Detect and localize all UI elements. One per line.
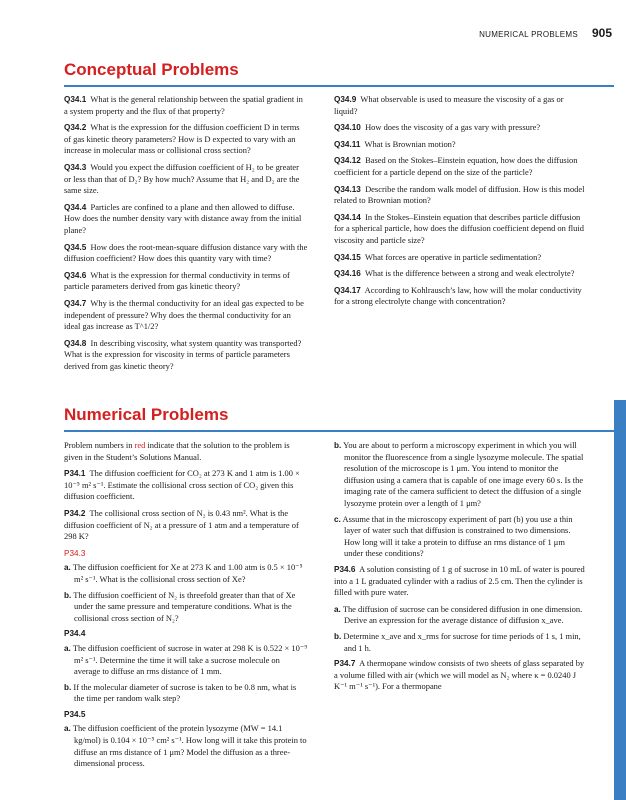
question: Q34.12 Based on the Stokes–Einstein equation, how does the diffusion coefficient for a particle depend on the size of the particle? [334,155,578,177]
section-rule [64,430,614,432]
question: Q34.5 How does the root-mean-square diffusion distance vary with the diffusion coefficient? How does this quantity vary with time? [64,241,308,264]
conceptual-left-column [64,94,308,377]
problem-part: b. Determine x_ave and x_rms for sucrose for time periods of 1 s, 1 min, and 1 h. [334,630,581,653]
problem-part: b. The diffusion coefficient of N₂ is threefold greater than that of Xe under the same pressure and temperature conditions. What is the collisional cross section of N₂? [64,589,296,623]
page-number: 905 [591,26,612,40]
intro-note: Problem numbers in red indicate that the solution to the problem is given in the Student’s Solutions Manual. [64,440,290,462]
conceptual-right-column [334,94,586,313]
question: Q34.2 What is the expression for the diffusion coefficient D in terms of gas kinetic theory parameters? How is D expected to vary with an increase in molecular mass or collisional cross section? [64,122,300,156]
problem-number: P34.3 [64,548,86,558]
problem-number: P34.5 [64,709,86,719]
question: Q34.15 What forces are operative in particle sedimentation? [334,251,542,262]
problem-part: a. The diffusion of sucrose can be considered diffusion in one dimension. Derive an expression for the average distance of diffusion x_ave. [334,603,583,626]
question: Q34.6 What is the expression for thermal conductivity in terms of particle parameters derived from gas kinetic theory? [64,269,290,292]
problem: P34.1 The diffusion coefficient for CO₂ at 273 K and 1 atm is 1.00 × 10⁻⁵ m² s⁻¹. Estimate the collisional cross section of CO₂ given this diffusion coefficient. [64,468,300,502]
question: Q34.9 What observable is used to measure the viscosity of a gas or liquid? [334,94,564,116]
conceptual-problems-heading: Conceptual Problems [64,60,239,79]
question: Q34.7 Why is the thermal conductivity for an ideal gas expected to be independent of pressure? Why does the thermal conductivity for an ideal gas increase as T^1/2? [64,297,304,332]
problem-part: b. If the molecular diameter of sucrose is taken to be 0.8 nm, what is the time per random walk step? [64,681,297,704]
running-header [479,26,612,40]
header-title: NUMERICAL PROBLEMS [479,30,578,39]
question: Q34.4 Particles are confined to a plane and then allowed to diffuse. How does the number density vary with distance away from the initial plane? [64,201,302,235]
section-rule [64,85,614,87]
question: Q34.13 Describe the random walk model of diffusion. How is this model related to Brownian motion? [334,183,585,206]
problem-part: a. The diffusion coefficient for Xe at 273 K and 1.00 atm is 0.5 × 10⁻⁵ m² s⁻¹. What is the collisional cross section of Xe? [64,562,303,584]
question: Q34.16 What is the difference between a strong and weak electrolyte? [334,268,575,279]
question: Q34.1 What is the general relationship between the spatial gradient in a system property and the flux of that property? [64,94,303,116]
problem: P34.6 A solution consisting of 1 g of sucrose in 10 mL of water is poured into a 1 L graduated cylinder with a radius of 2.5 cm. Then the cylinder is filled with pure water. [334,563,585,598]
problem-part: a. The diffusion coefficient of sucrose in water at 298 K is 0.522 × 10⁻⁹ m² s⁻¹. Determine the time it will take a sucrose molecule on average to diffuse an rms distance of 1 mm. [64,642,308,677]
question: Q34.3 Would you expect the diffusion coefficient of H₂ to be greater or less than that of D₂? By how much? Assume that H₂ and D₂ are the same size. [64,161,300,196]
question: Q34.10 How does the viscosity of a gas vary with pressure? [334,122,541,133]
problem: P34.2 The collisional cross section of N₂ is 0.43 nm². What is the diffusion coefficient of N₂ at a pressure of 1 atm and a temperature of 298 K? [64,507,299,542]
numerical-right-column [334,440,586,698]
problem: P34.7 A thermopane window consists of two sheets of glass separated by a volume filled with air (which we will model as N₂ where κ = 0.0240 J K⁻¹ m⁻¹ s⁻¹). For a thermopane [334,658,585,692]
problem-number: P34.4 [64,629,86,639]
question: Q34.14 In the Stokes–Einstein equation that describes particle diffusion for a spherical particle, how does the diffusion coefficient depend on fluid viscosity and particle size? [334,211,584,245]
question: Q34.8 In describing viscosity, what system quantity was transported? What is the expression for viscosity in terms of particle parameters derived from gas kinetic theory? [64,337,302,371]
problem-part: c. Assume that in the microscopy experiment of part (b) you use a thin layer of water such that diffusion is constrained to two dimensions. How long will it take a protein to diffuse an rms distance of 1 μm under these conditions? [334,513,573,559]
numerical-problems-heading: Numerical Problems [64,405,229,424]
question: Q34.11 What is Brownian motion? [334,138,456,149]
numerical-left-column [64,440,308,774]
problem-part: a. The diffusion coefficient of the protein lysozyme (MW = 14.1 kg/mol) is 0.104 × 10⁻⁵ cm² s⁻¹. How long will it take this protein to diffuse an rms distance of 1 μm? Model the diffusion as a three-dimensional process. [64,723,307,769]
blue-side-tab [614,400,626,800]
question: Q34.17 According to Kohlrausch’s law, how will the molar conductivity for a strong electrolyte change with concentration? [334,284,582,307]
problem-part: b. You are about to perform a microscopy experiment in which you will monitor the fluorescence from a single lysozyme molecule. The spatial resolution of the microscope is 1 μm. You intend to monitor the diffusion using a camera that is capable of one image every 60 s. Is the imaging rate of the camera sufficient to detect the diffusion of a single lysozyme protein over a length of 1 μm? [334,440,584,508]
